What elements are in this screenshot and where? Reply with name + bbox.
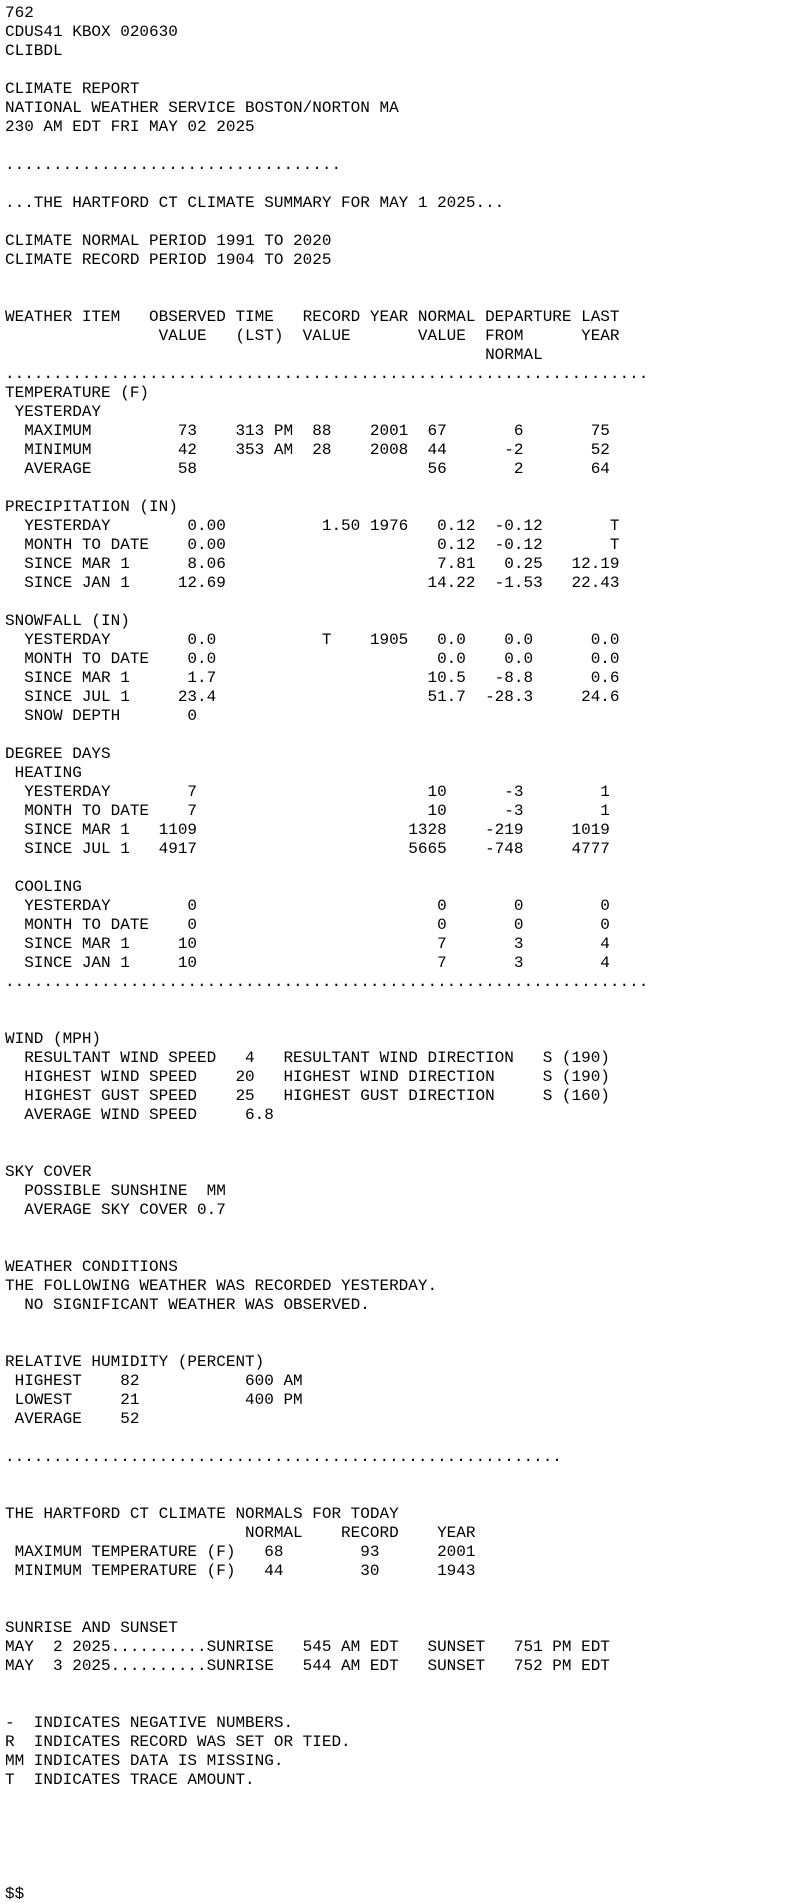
report-line	[5, 270, 648, 289]
report-line: T INDICATES TRACE AMOUNT.	[5, 1771, 255, 1789]
report-line: CDUS41 KBOX 020630	[5, 23, 178, 41]
report-line	[5, 1334, 648, 1353]
report-line: YESTERDAY	[5, 403, 102, 421]
report-line	[5, 859, 648, 878]
report-line	[5, 1676, 648, 1695]
report-line: NORMAL RECORD YEAR	[5, 1524, 476, 1542]
report-line: SUNRISE AND SUNSET	[5, 1619, 178, 1637]
report-line	[5, 1239, 648, 1258]
report-line: SINCE MAR 1 1.7 10.5 -8.8 0.6	[5, 669, 620, 687]
report-line: DEGREE DAYS	[5, 745, 111, 763]
report-line: AVERAGE WIND SPEED 6.8	[5, 1106, 274, 1124]
report-line	[5, 992, 648, 1011]
report-line: SINCE MAR 1 1109 1328 -219 1019	[5, 821, 610, 839]
report-line	[5, 1467, 648, 1486]
report-line: NATIONAL WEATHER SERVICE BOSTON/NORTON MA	[5, 99, 399, 117]
report-line: HIGHEST 82 600 AM	[5, 1372, 303, 1390]
report-line: R INDICATES RECORD WAS SET OR TIED.	[5, 1733, 351, 1751]
report-line: YESTERDAY 0.00 1.50 1976 0.12 -0.12 T	[5, 517, 620, 535]
report-line: SINCE JAN 1 12.69 14.22 -1.53 22.43	[5, 574, 620, 592]
report-line: CLIMATE REPORT	[5, 80, 140, 98]
report-line: CLIBDL	[5, 42, 63, 60]
report-line	[5, 479, 648, 498]
report-line: TEMPERATURE (F)	[5, 384, 150, 402]
report-line	[5, 1790, 648, 1809]
report-line	[5, 289, 648, 308]
report-line: THE HARTFORD CT CLIMATE NORMALS FOR TODAY	[5, 1505, 399, 1523]
report-line: MAY 2 2025..........SUNRISE 545 AM EDT SUNSET 751 PM EDT	[5, 1638, 610, 1656]
report-line: SNOW DEPTH 0	[5, 707, 198, 725]
report-line: ..........................................................	[5, 1448, 562, 1466]
report-line: WIND (MPH)	[5, 1030, 102, 1048]
report-line: SNOWFALL (IN)	[5, 612, 130, 630]
report-line: HIGHEST WIND SPEED 20 HIGHEST WIND DIRECTION S (190)	[5, 1068, 610, 1086]
report-line: SINCE MAR 1 10 7 3 4	[5, 935, 610, 953]
report-line: RELATIVE HUMIDITY (PERCENT)	[5, 1353, 265, 1371]
report-line: COOLING	[5, 878, 82, 896]
report-line: NORMAL	[5, 346, 543, 364]
report-line: ...................................	[5, 156, 342, 174]
report-line: AVERAGE 52	[5, 1410, 140, 1428]
report-line: WEATHER ITEM OBSERVED TIME RECORD YEAR NORMAL DEPARTURE LAST	[5, 308, 620, 326]
report-line: LOWEST 21 400 PM	[5, 1391, 303, 1409]
report-line: SINCE JUL 1 4917 5665 -748 4777	[5, 840, 610, 858]
report-line: MONTH TO DATE 0 0 0 0	[5, 916, 610, 934]
report-line	[5, 1486, 648, 1505]
report-line	[5, 1809, 648, 1828]
report-line: ...................................................................	[5, 365, 649, 383]
report-line: HIGHEST GUST SPEED 25 HIGHEST GUST DIRECTION S (160)	[5, 1087, 610, 1105]
report-line: SINCE JUL 1 23.4 51.7 -28.3 24.6	[5, 688, 620, 706]
report-line: MONTH TO DATE 7 10 -3 1	[5, 802, 610, 820]
report-line: CLIMATE RECORD PERIOD 1904 TO 2025	[5, 251, 332, 269]
report-line	[5, 1847, 648, 1866]
report-line	[5, 1695, 648, 1714]
report-line	[5, 1220, 648, 1239]
report-line	[5, 1600, 648, 1619]
report-line	[5, 1011, 648, 1030]
report-line	[5, 1429, 648, 1448]
report-line: 230 AM EDT FRI MAY 02 2025	[5, 118, 255, 136]
report-line: ...................................................................	[5, 973, 649, 991]
report-line: $$	[5, 1885, 25, 1903]
report-line: YESTERDAY 0.0 T 1905 0.0 0.0 0.0	[5, 631, 620, 649]
report-line: AVERAGE SKY COVER 0.7	[5, 1201, 226, 1219]
report-line	[5, 175, 648, 194]
report-line: MINIMUM TEMPERATURE (F) 44 30 1943	[5, 1562, 476, 1580]
report-line: THE FOLLOWING WEATHER WAS RECORDED YESTERDAY.	[5, 1277, 438, 1295]
report-line: POSSIBLE SUNSHINE MM	[5, 1182, 226, 1200]
report-line: MAXIMUM TEMPERATURE (F) 68 93 2001	[5, 1543, 476, 1561]
report-line	[5, 726, 648, 745]
report-line	[5, 61, 648, 80]
report-line: SINCE MAR 1 8.06 7.81 0.25 12.19	[5, 555, 620, 573]
report-line: MONTH TO DATE 0.0 0.0 0.0 0.0	[5, 650, 620, 668]
report-line: AVERAGE 58 56 2 64	[5, 460, 610, 478]
report-line: SINCE JAN 1 10 7 3 4	[5, 954, 610, 972]
report-line	[5, 137, 648, 156]
report-line	[5, 1315, 648, 1334]
report-line: HEATING	[5, 764, 82, 782]
report-line	[5, 213, 648, 232]
report-line	[5, 1828, 648, 1847]
report-line	[5, 1581, 648, 1600]
report-line	[5, 1125, 648, 1144]
report-line: CLIMATE NORMAL PERIOD 1991 TO 2020	[5, 232, 332, 250]
report-line	[5, 593, 648, 612]
report-line: PRECIPITATION (IN)	[5, 498, 178, 516]
climate-report-text	[5, 4, 648, 1904]
report-line: SKY COVER	[5, 1163, 92, 1181]
report-line: VALUE (LST) VALUE VALUE FROM YEAR	[5, 327, 620, 345]
report-line: WEATHER CONDITIONS	[5, 1258, 178, 1276]
report-line: 762	[5, 4, 34, 22]
report-line: MINIMUM 42 353 AM 28 2008 44 -2 52	[5, 441, 610, 459]
report-line	[5, 1866, 648, 1885]
report-line: ...THE HARTFORD CT CLIMATE SUMMARY FOR MAY 1 2025...	[5, 194, 505, 212]
report-line: MONTH TO DATE 0.00 0.12 -0.12 T	[5, 536, 620, 554]
report-line: YESTERDAY 7 10 -3 1	[5, 783, 610, 801]
report-line: NO SIGNIFICANT WEATHER WAS OBSERVED.	[5, 1296, 370, 1314]
report-line: MM INDICATES DATA IS MISSING.	[5, 1752, 284, 1770]
report-line: MAXIMUM 73 313 PM 88 2001 67 6 75	[5, 422, 610, 440]
report-line: MAY 3 2025..........SUNRISE 544 AM EDT SUNSET 752 PM EDT	[5, 1657, 610, 1675]
report-line: YESTERDAY 0 0 0 0	[5, 897, 610, 915]
report-line: RESULTANT WIND SPEED 4 RESULTANT WIND DIRECTION S (190)	[5, 1049, 610, 1067]
report-line	[5, 1144, 648, 1163]
report-line: - INDICATES NEGATIVE NUMBERS.	[5, 1714, 294, 1732]
